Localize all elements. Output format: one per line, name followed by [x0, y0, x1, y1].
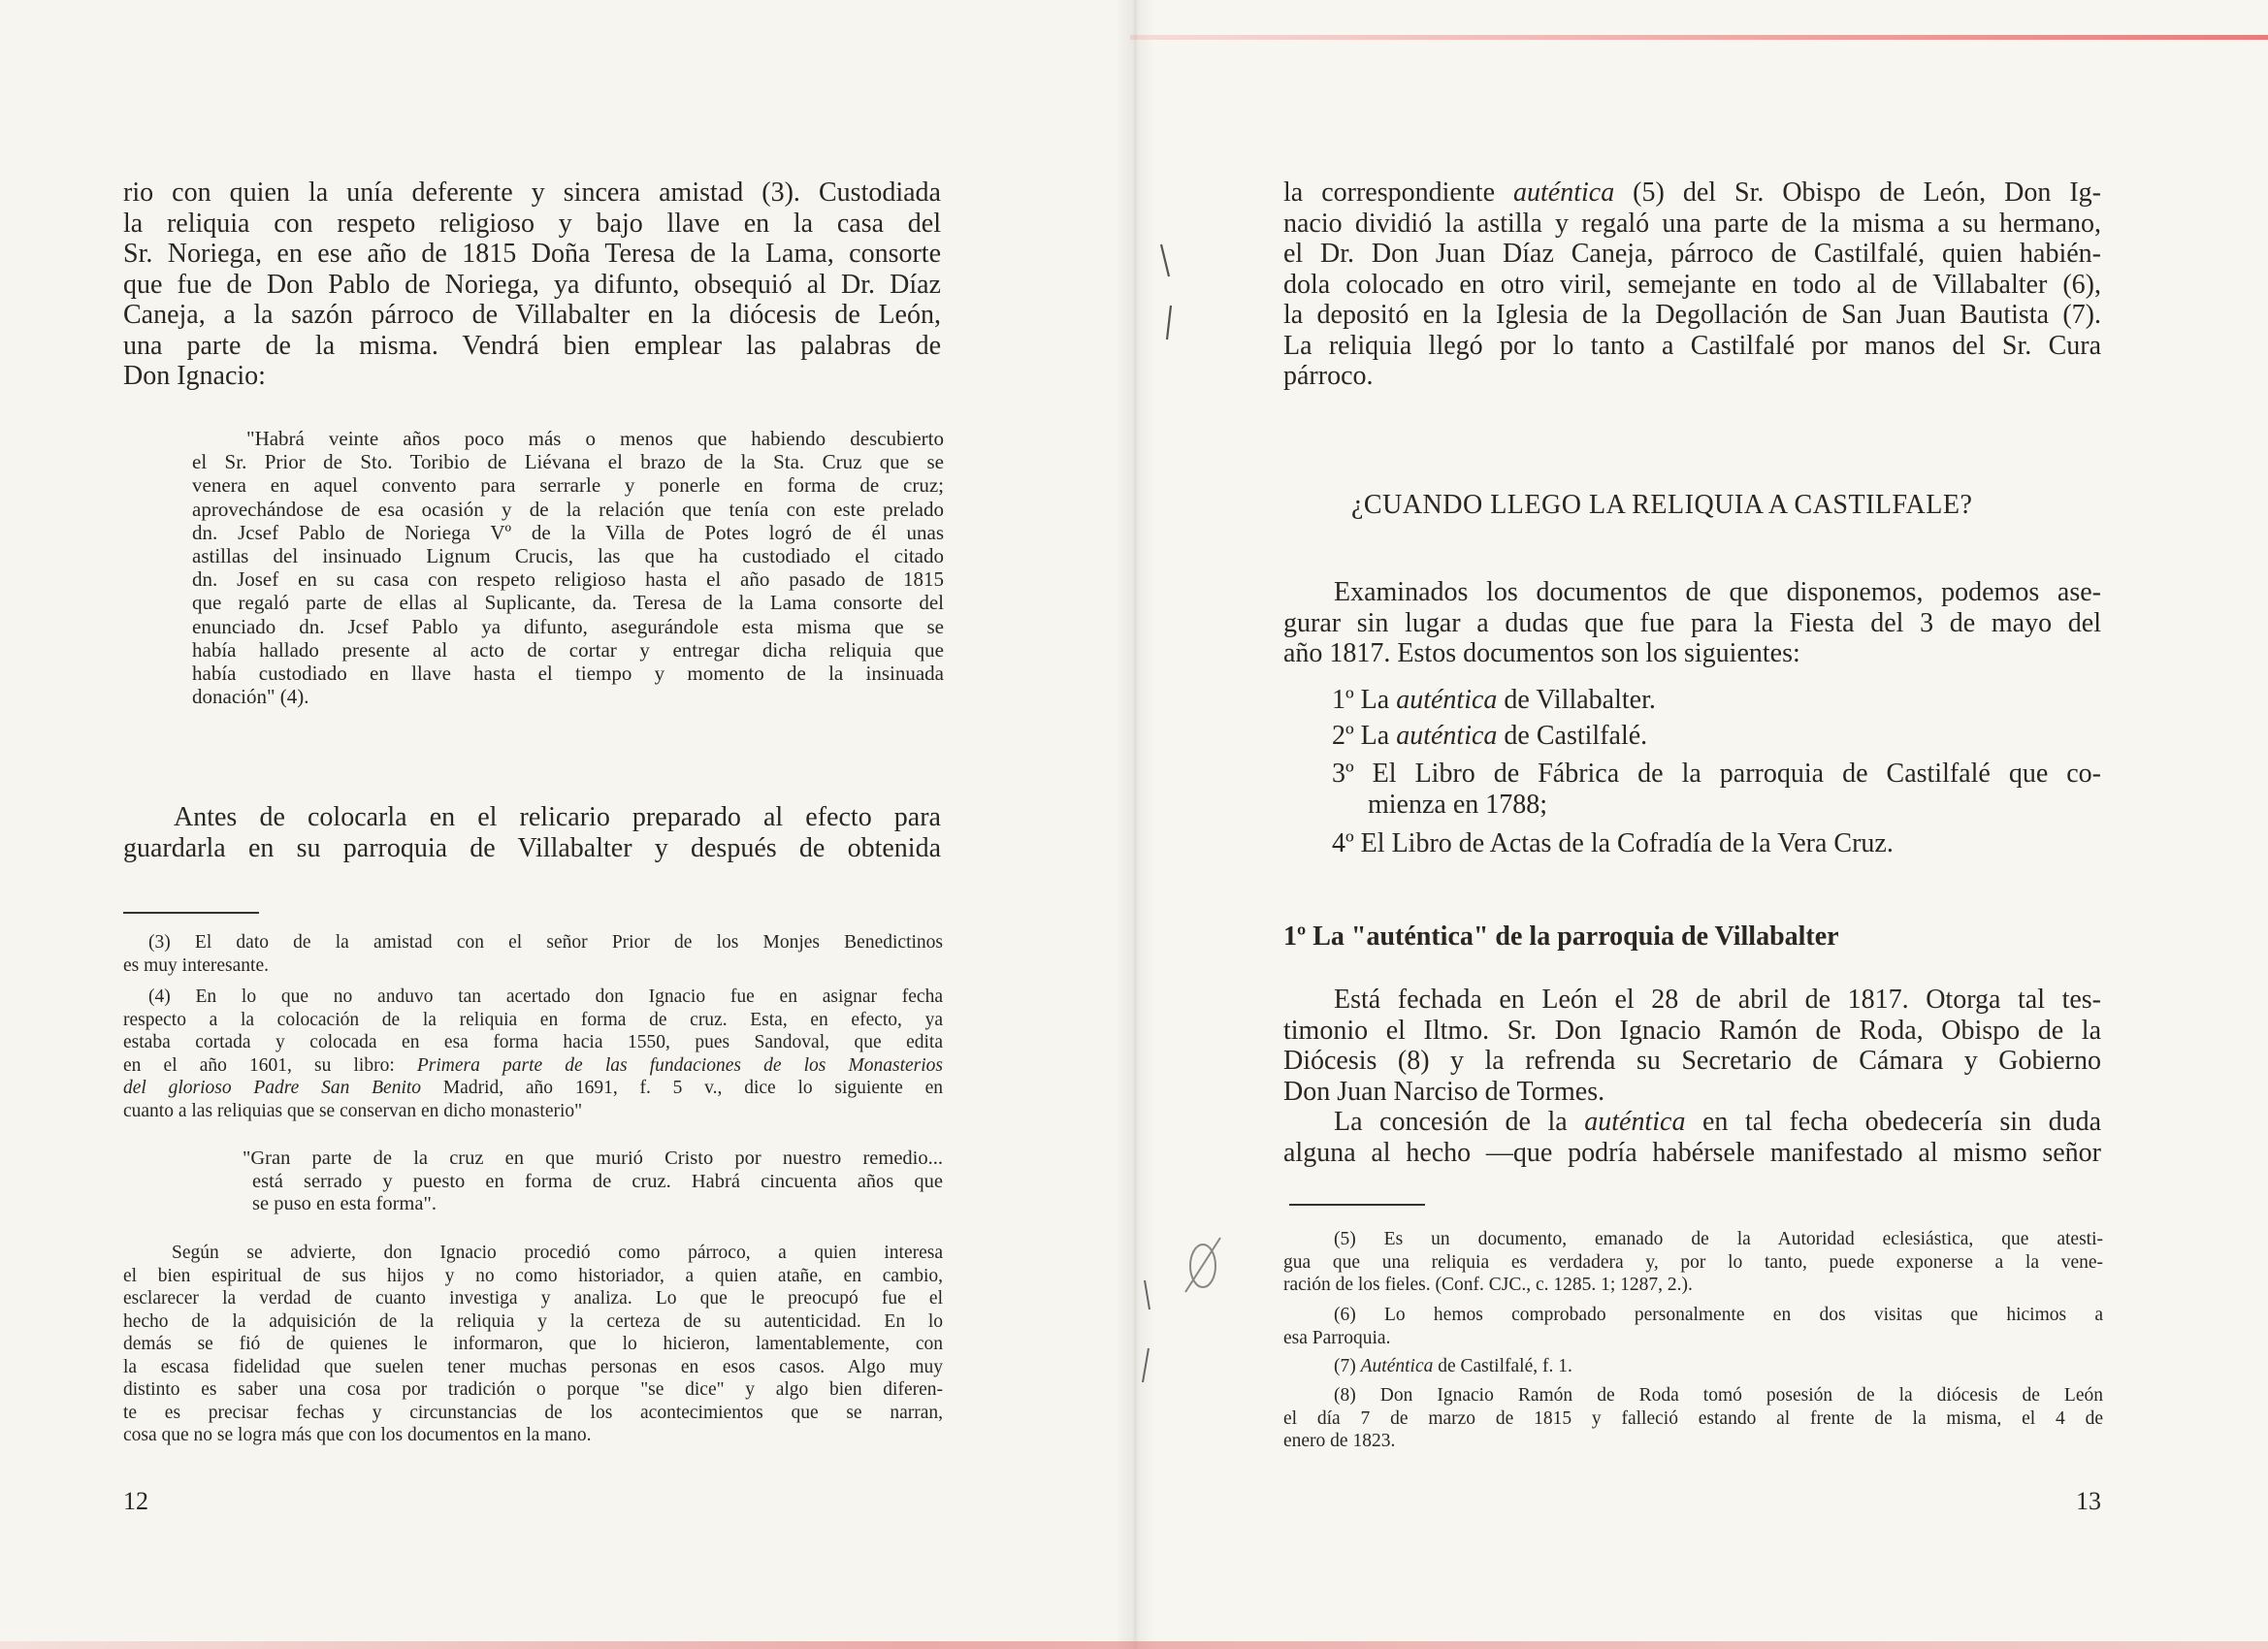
footnote-line: (5) Es un documento, emanado de la Autoridad eclesiástica, que atesti- [1334, 1229, 2103, 1249]
footnote-line: "Gran parte de la cruz en que murió Cristo por nuestro remedio... [243, 1148, 943, 1169]
list-item [1332, 685, 1656, 716]
text-line: alguna al hecho —que podría habérsele manifestado al mismo señor [1283, 1137, 2101, 1168]
text-line: rio con quien la unía deferente y sincera amistad (3). Custodiada [123, 178, 941, 208]
text-line: el Dr. Don Juan Díaz Caneja, párroco de Castilfalé, quien habién- [1283, 239, 2101, 269]
text-line: Don Juan Narciso de Tormes. [1283, 1076, 1605, 1107]
footnote-line: distinto es saber una cosa por tradición o porque "se dice" y algo bien diferen- [123, 1379, 943, 1400]
footnote-line: respecto a la colocación de la reliquia en forma de cruz. Esta, en efecto, ya [123, 1009, 943, 1030]
list-item-continuation: mienza en 1788; [1368, 790, 1548, 820]
quote-line: había custodiado en llave hasta el tiempo y momento de la insinuada [192, 662, 944, 686]
footnote-line: la escasa fidelidad que suelen tener muchas personas en esos casos. Algo muy [123, 1356, 943, 1377]
book-title: del glorioso Padre San Benito [123, 1078, 422, 1098]
footnote-8 [1283, 1384, 2103, 1453]
quote-line: enunciado dn. Jcsef Pablo ya difunto, asegurándole esta misma que se [192, 614, 944, 638]
quote-line: el Sr. Prior de Sto. Toribio de Liévana el brazo de la Sta. Cruz que se [192, 450, 944, 474]
footnote-text: Madrid, año 1691, f. 5 v., dice lo siguiente en [421, 1078, 944, 1098]
emphasis: auténtica [1396, 685, 1498, 715]
footnote-text: (7) [1334, 1356, 1361, 1376]
page-edge-top [1130, 35, 2268, 40]
footnote-line: gua que una reliquia es verdadera y, por lo tanto, puede exponerse a la vene- [1283, 1251, 2103, 1273]
page-number-right: 13 [2076, 1487, 2101, 1515]
footnote-line: (8) Don Ignacio Ramón de Roda tomó posesión de la diócesis de León [1334, 1385, 2103, 1406]
footnote-line: hecho de la adquisición de la reliquia y la certeza de su autenticidad. En lo [123, 1310, 943, 1332]
text-line: la reliquia con respeto religioso y bajo llave en la casa del [123, 208, 941, 239]
text-line: nacio dividió la astilla y regaló una parte de la misma a su hermano, [1283, 208, 2101, 239]
quote-line: venera en aquel convento para serrarle y ponerle en forma de cruz; [192, 473, 944, 498]
text-line: Sr. Noriega, en ese año de 1815 Doña Teresa de la Lama, consorte [123, 239, 941, 269]
footnote-line: el día 7 de marzo de 1815 y falleció estando al frente de la misma, el 4 de [1283, 1407, 2103, 1429]
footnote-text: de Castilfalé, f. 1. [1433, 1356, 1572, 1376]
footnote-7 [1334, 1355, 2013, 1378]
left-closing-paragraph [123, 802, 941, 863]
footnote-line: demás se fió de quienes le informaron, que lo hicieron, lamentablemente, con [123, 1334, 943, 1354]
text-line: dola colocado en otro viril, semejante en todo al de Villabalter (6), [1283, 269, 2101, 300]
footnote-rule [123, 912, 259, 914]
text-run: La concesión de la [1334, 1107, 1585, 1137]
footnote-line: el bien espiritual de sus hijos y no como historiador, a quien atañe, en cambio, [123, 1265, 943, 1286]
list-item [1332, 721, 1647, 752]
text-line: Don Ignacio: [123, 361, 266, 391]
footnote-line: cuanto a las reliquias que se conservan en dicho monasterio" [123, 1100, 583, 1121]
text-line: la depositó en la Iglesia de la Degollación de San Juan Bautista (7). [1283, 300, 2101, 330]
question-heading: ¿CUANDO LLEGO LA RELIQUIA A CASTILFALE? [1351, 490, 1973, 520]
text-line: guardarla en su parroquia de Villabalter y después de obtenida [123, 832, 941, 863]
emphasis: auténtica [1513, 178, 1615, 208]
footnote-line: se puso en esta forma". [252, 1193, 437, 1214]
quote-line: "Habrá veinte años poco más o menos que habiendo descubierto [246, 427, 944, 450]
text-line: que fue de Don Pablo de Noriega, ya difunto, obsequió al Dr. Díaz [123, 269, 941, 300]
text-run: en tal fecha obedecería sin duda [1685, 1107, 2101, 1137]
book-gutter [1116, 0, 1154, 1649]
footnote-line: ración de los fieles. (Conf. CJC., c. 1285. 1; 1287, 2.). [1283, 1275, 1693, 1295]
footnote-4-quote [243, 1148, 943, 1216]
footnote-line: te es precisar fechas y circunstancias de los acontecimientos que se narran, [123, 1402, 943, 1423]
text-line: Examinados los documentos de que disponemos, podemos ase- [1334, 577, 2101, 607]
text-line: timonio el Iltmo. Sr. Don Ignacio Ramón de Roda, Obispo de la [1283, 1015, 2101, 1046]
footnote-line: (6) Lo hemos comprobado personalmente en dos visitas que hicimos a [1334, 1305, 2103, 1325]
footnote-line: es muy interesante. [123, 954, 269, 976]
quote-line: dn. Jcsef Pablo de Noriega Vº de la Villa de Potes logró de él unas [192, 520, 944, 544]
quote-line: dn. Josef en su casa con respeto religioso hasta el año pasado de 1815 [192, 567, 944, 592]
text-line: La reliquia llegó por lo tanto a Castilfalé por manos del Sr. Cura [1283, 330, 2101, 361]
text-line [1283, 178, 2101, 209]
quote-line: astillas del insinuado Lignum Crucis, las que ha custodiado el citado [192, 544, 944, 568]
footnote-4 [123, 986, 943, 1122]
footnote-line: enero de 1823. [1283, 1431, 1396, 1451]
footnote-line [123, 1054, 943, 1078]
text-run: la correspondiente [1283, 178, 1513, 208]
quote-line: había hallado presente al acto de cortar y entregar dicha reliquia que [192, 637, 944, 662]
emphasis: Auténtica [1360, 1356, 1434, 1376]
text-line: Caneja, a la sazón párroco de Villabalter en la diócesis de León, [123, 300, 941, 330]
quote-line: donación" (4). [192, 685, 309, 709]
emphasis: auténtica [1584, 1107, 1686, 1137]
section-heading: 1º La "auténtica" de la parroquia de Villabalter [1283, 922, 1839, 952]
footnote-line [123, 1077, 943, 1100]
section-paragraph [1283, 985, 2101, 1168]
emphasis: auténtica [1396, 721, 1498, 751]
list-text: de Villabalter. [1497, 685, 1656, 715]
text-line [1283, 1107, 2101, 1138]
footnote-line: esclarecer la verdad de cuanto investiga y analiza. Lo que le preocupó fue el [123, 1288, 943, 1309]
pencil-mark [1150, 233, 1188, 349]
page-number-left: 12 [123, 1487, 148, 1515]
footnote-line: Según se advierte, don Ignacio procedió como párroco, a quien interesa [172, 1243, 943, 1263]
text-line: Antes de colocarla en el relicario preparado al efecto para [174, 802, 941, 832]
text-line: gurar sin lugar a dudas que fue para la Fiesta del 3 de mayo del [1283, 607, 2101, 638]
text-line: año 1817. Estos documentos son los siguientes: [1283, 638, 1800, 668]
text-line: una parte de la misma. Vendrá bien emplear las palabras de [123, 330, 941, 361]
footnote-line: esa Parroquia. [1283, 1327, 1391, 1348]
documents-paragraph [1283, 577, 2101, 669]
footnote-5 [1283, 1228, 2103, 1297]
quote-line: aprovechándose de esa ocasión y de la relación que tenía con este prelado [192, 497, 944, 521]
page-edge-bottom [0, 1641, 2268, 1649]
list-item: 4º El Libro de Actas de la Cofradía de la Vera Cruz. [1332, 828, 1894, 858]
text-run: (5) del Sr. Obispo de León, Don Ig- [1614, 178, 2101, 208]
footnote-line: cosa que no se logra más que con los documentos en la mano. [123, 1425, 592, 1445]
text-line: párroco. [1283, 361, 1374, 391]
footnote-line: está serrado y puesto en forma de cruz. Habrá cincuenta años que [252, 1170, 943, 1192]
footnote-line: (4) En lo que no anduvo tan acertado don Ignacio fue en asignar fecha [148, 986, 943, 1007]
book-title: Primera parte de las fundaciones de los Monasterios [416, 1054, 943, 1076]
footnote-rule [1289, 1204, 1425, 1206]
list-item: 3º El Libro de Fábrica de la parroquia de Castilfalé que co- [1332, 759, 2101, 789]
right-intro-paragraph [1283, 178, 2101, 392]
text-line: Está fechada en León el 28 de abril de 1817. Otorga tal tes- [1334, 985, 2101, 1015]
quote-line: que regaló parte de ellas al Suplicante, da. Teresa de la Lama consorte del [192, 591, 944, 615]
footnote-text: en el año 1601, su libro: [123, 1054, 417, 1076]
list-number: 1º La [1332, 685, 1397, 715]
list-text: de Castilfalé. [1497, 721, 1648, 751]
footnote-line: estaba cortada y colocada en esa forma hacia 1550, pues Sandoval, que edita [123, 1032, 943, 1052]
footnote-4-commentary [123, 1242, 943, 1447]
footnote-6 [1283, 1304, 2103, 1349]
left-intro-paragraph [123, 178, 941, 392]
footnote-3 [123, 931, 943, 977]
pencil-mark [1106, 1232, 1242, 1387]
block-quote [192, 427, 944, 708]
list-number: 2º La [1332, 721, 1397, 751]
text-line: Diócesis (8) y la refrenda su Secretario de Cámara y Gobierno [1283, 1046, 2101, 1076]
footnote-line: (3) El dato de la amistad con el señor Prior de los Monjes Benedictinos [148, 932, 943, 953]
